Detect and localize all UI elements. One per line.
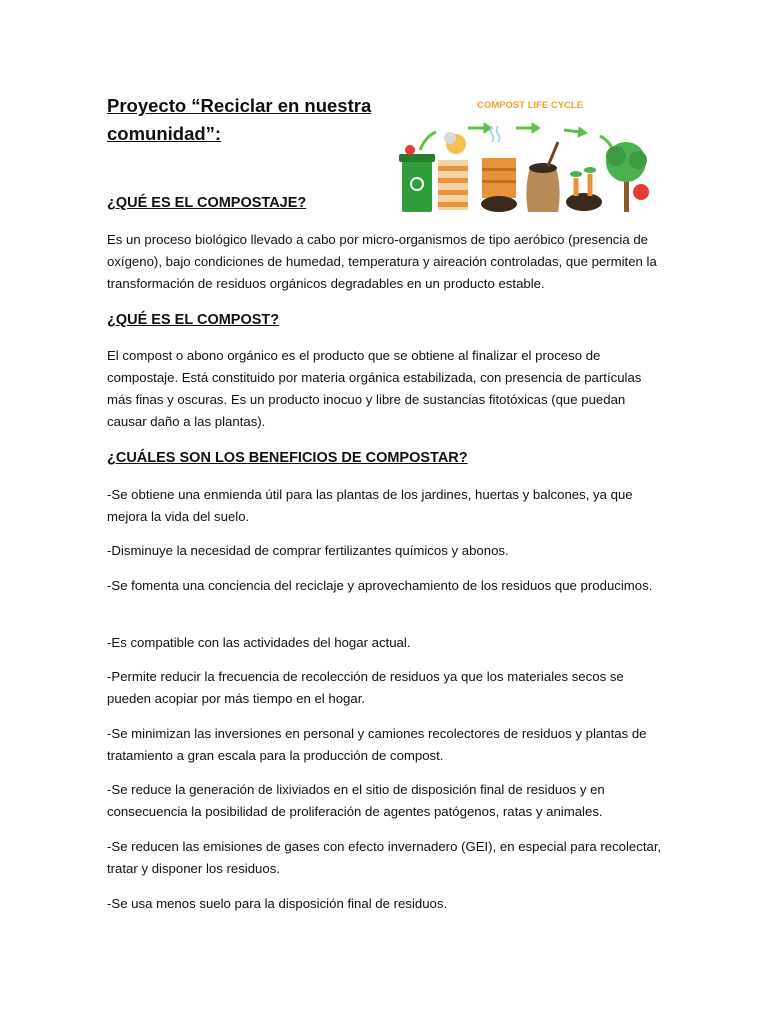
tree-icon: [606, 142, 649, 212]
seedlings-icon: [566, 167, 602, 211]
recycle-bin-icon: [399, 145, 435, 212]
benefit-item: -Permite reducir la frecuencia de recolección de residuos ya que los materiales secos se pueden acopiar por más tiempo en el hogar.: [107, 669, 624, 706]
section-heading-beneficios: ¿CUÁLES SON LOS BENEFICIOS DE COMPOSTAR?: [107, 450, 468, 466]
compost-sack-icon: [526, 142, 559, 212]
arrow-icon: [420, 132, 436, 150]
compost-life-cycle-illustration: [398, 88, 660, 220]
compost-crate-icon: [438, 160, 468, 210]
benefit-item: -Es compatible con las actividades del hogar actual.: [107, 635, 411, 650]
benefit-item: -Se reduce la generación de lixiviados en el sitio de disposición final de residuos y en consecuencia la posibilidad de proliferación de agentes patógenos, ratas y animales.: [107, 782, 605, 819]
document-title: Proyecto “Reciclar en nuestra comunidad”:: [107, 95, 372, 144]
benefit-item: -Se fomenta una conciencia del reciclaje y aprovechamiento de los residuos que producimos.: [107, 578, 653, 593]
benefit-item: -Se obtiene una enmienda útil para las plantas de los jardines, huertas y balcones, ya que mejora la vida del suelo.: [107, 487, 633, 524]
compost-crate-icon: [481, 158, 517, 212]
arrow-icon: [600, 136, 612, 148]
section-heading-compostaje: ¿QUÉ ES EL COMPOSTAJE?: [107, 195, 307, 211]
illustration-caption: COMPOST LIFE CYCLE: [476, 100, 584, 111]
benefit-item: -Se reducen las emisiones de gases con efecto invernadero (GEI), en especial para recolectar, tratar y disponer los residuos.: [107, 839, 662, 876]
arrow-icon: [564, 130, 580, 132]
benefit-item: -Disminuye la necesidad de comprar fertilizantes químicos y abonos.: [107, 543, 509, 558]
food-scraps-icon: [444, 132, 466, 154]
paragraph-compost: El compost o abono orgánico es el producto que se obtiene al finalizar el proceso de compostaje. Está constituido por materia orgánica estabilizada, con presencia de partículas más finas y oscuras. Es un producto inocuo y libre de sustancias fitotóxicas (que puedan causar daño a las plantas).: [107, 348, 642, 429]
benefit-item: -Se minimizan las inversiones en personal y camiones recolectores de residuos y plantas de tratamiento a gran escala para la producción de compost.: [107, 726, 647, 763]
section-heading-compost: ¿QUÉ ES EL COMPOST?: [107, 312, 280, 328]
benefit-item: -Se usa menos suelo para la disposición final de residuos.: [107, 896, 448, 911]
paragraph-compostaje: Es un proceso biológico llevado a cabo por micro-organismos de tipo aeróbico (presencia de oxígeno), bajo condiciones de humedad, temperatura y aireación controladas, que permiten la transformación de residuos orgánicos degradables en un producto estable.: [107, 232, 657, 291]
